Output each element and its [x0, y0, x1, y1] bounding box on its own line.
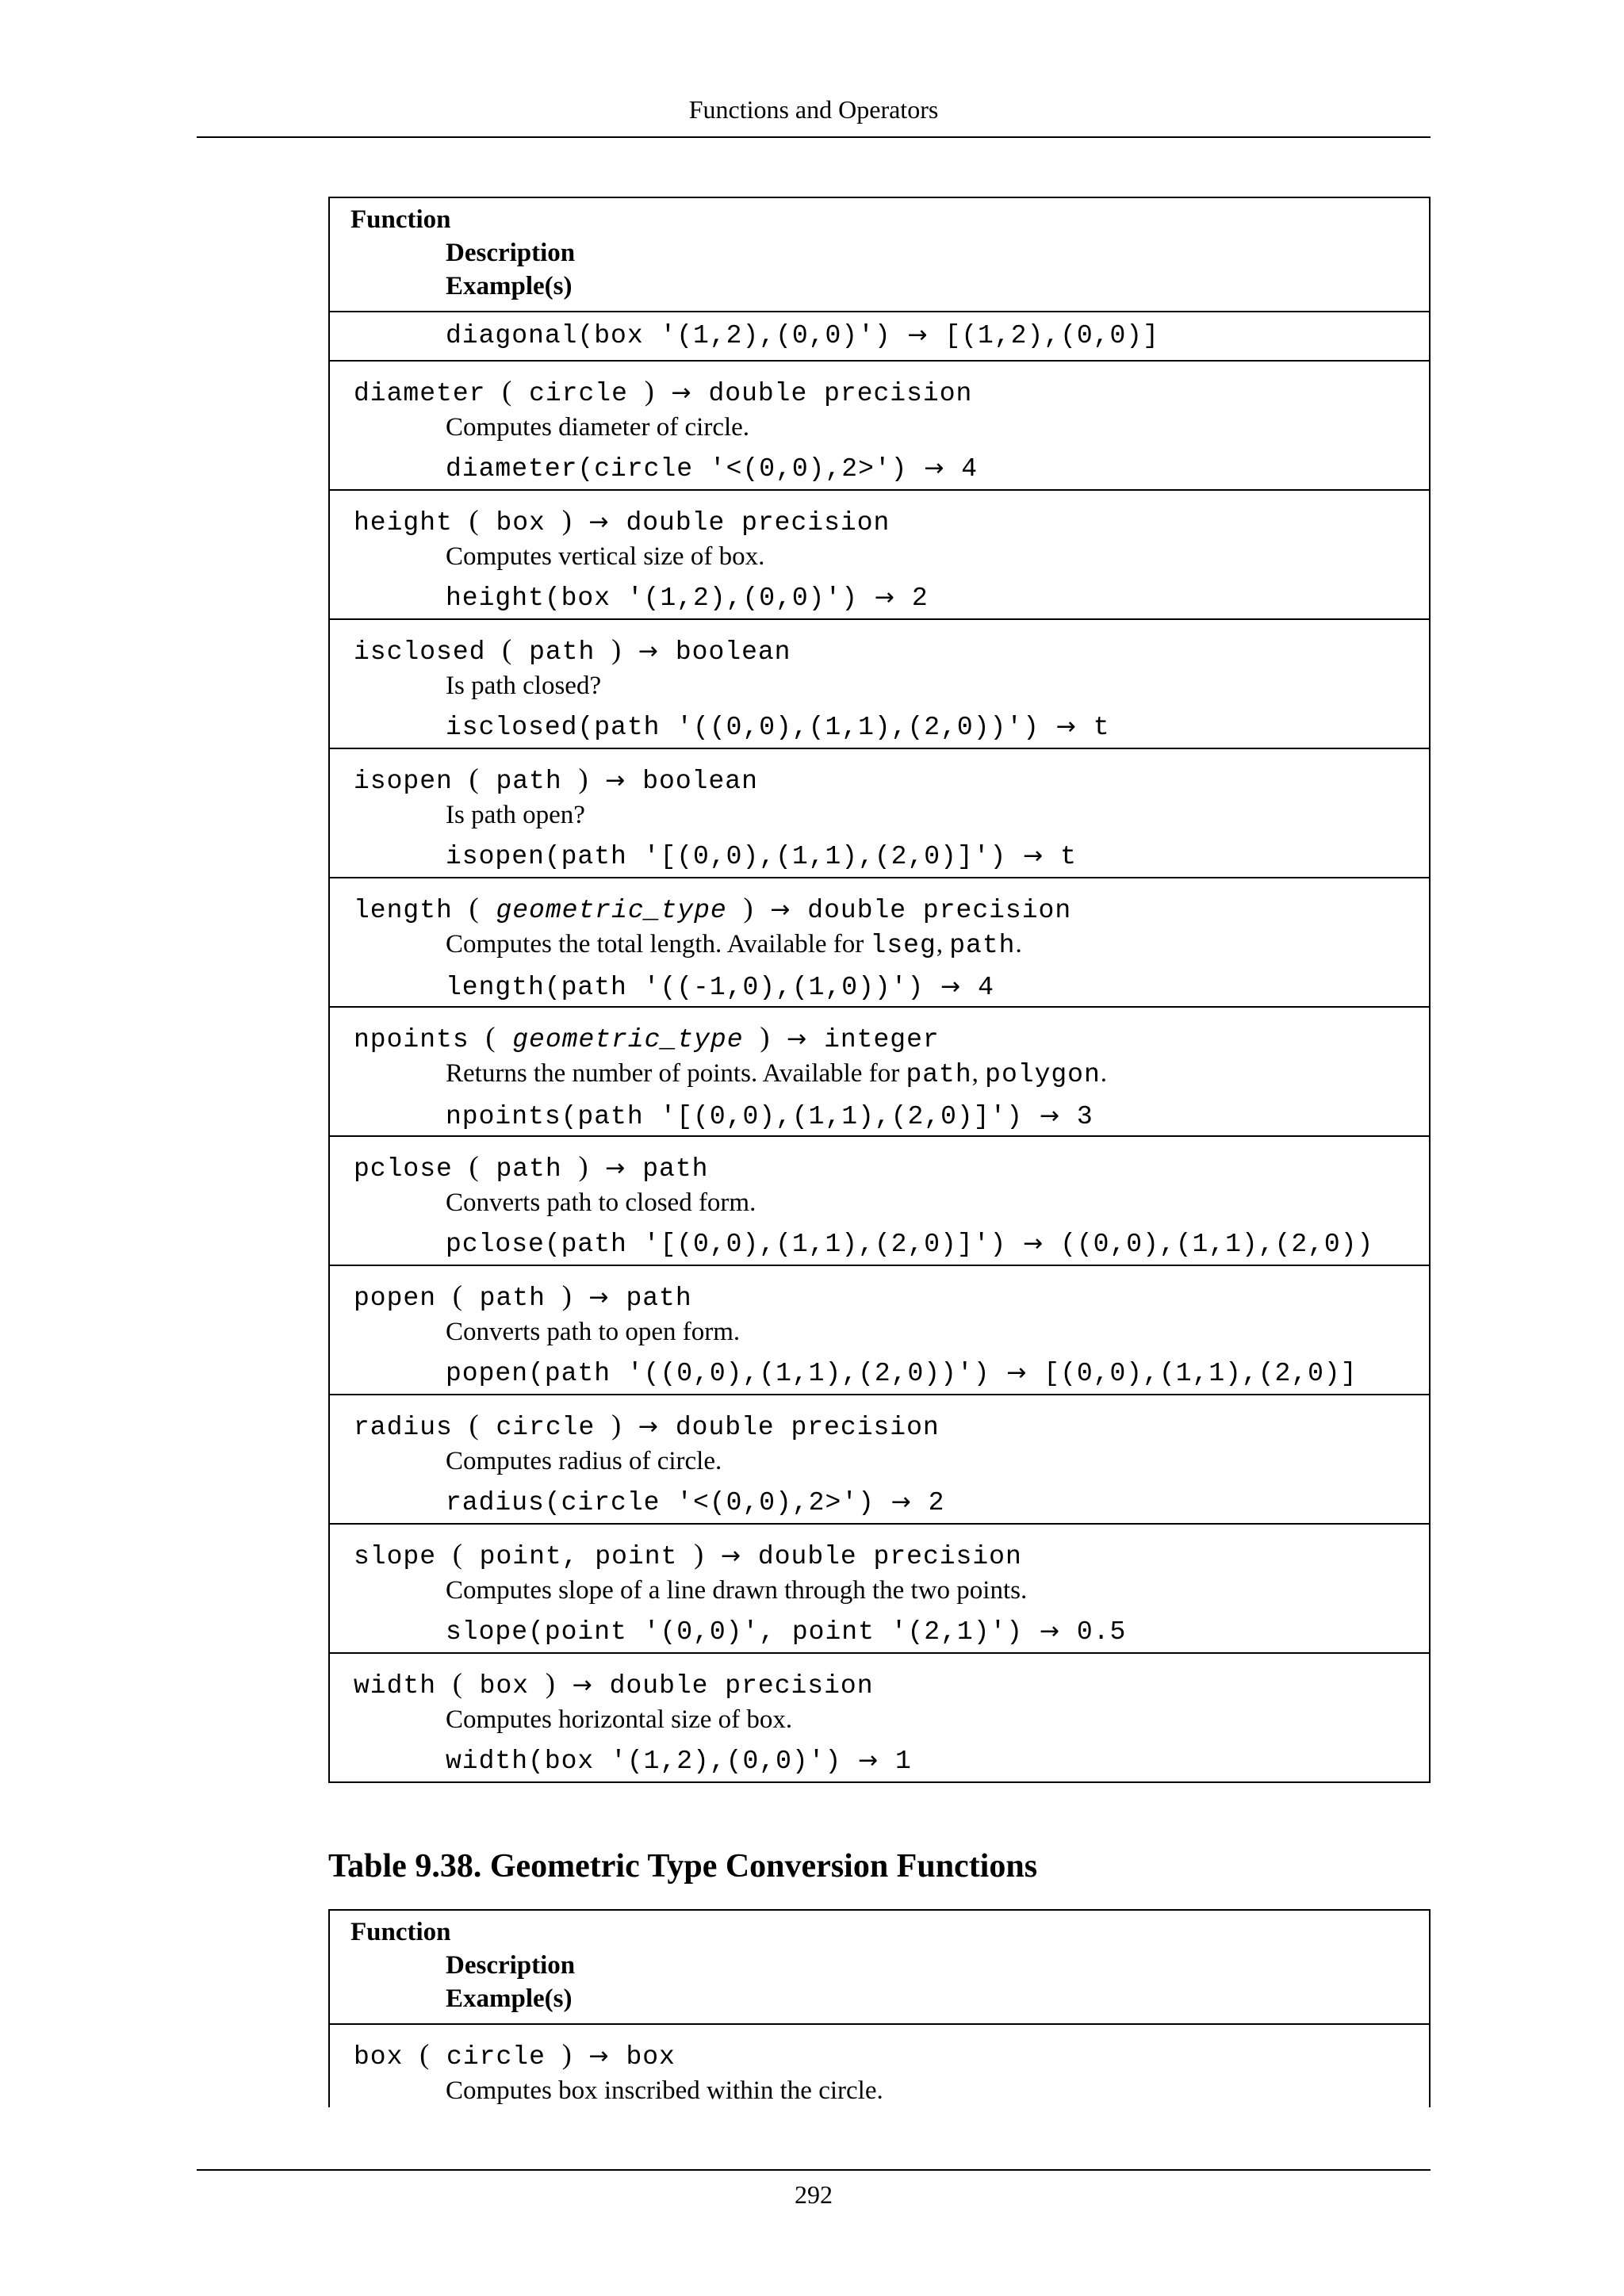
description: Returns the number of points. Available for path, polygon.	[446, 1059, 1108, 1089]
table-header-row	[329, 197, 1430, 312]
function-name: height	[354, 508, 453, 538]
example: isopen(path '[(0,0),(1,1),(2,0)]') → t	[446, 842, 1077, 871]
signature: length ( geometric_type ) → double precision	[354, 892, 1072, 925]
table-row	[329, 490, 1430, 619]
example: radius(circle '<(0,0),2>') → 2	[446, 1488, 945, 1517]
description: Is path open?	[446, 801, 585, 829]
table-row	[329, 1265, 1430, 1395]
table-row	[329, 619, 1430, 748]
description: Converts path to open form.	[446, 1318, 741, 1346]
description: Computes vertical size of box.	[446, 542, 765, 571]
example: npoints(path '[(0,0),(1,1),(2,0)]') → 3	[446, 1102, 1094, 1131]
example: slope(point '(0,0)', point '(2,1)') → 0.5	[446, 1617, 1127, 1647]
header-description: Description	[446, 239, 576, 267]
table-row	[329, 878, 1430, 1007]
table-caption: Table 9.38. Geometric Type Conversion Functions	[328, 1848, 1038, 1885]
header-function: Function	[350, 205, 451, 234]
table-row	[329, 312, 1430, 361]
description: Computes diameter of circle.	[446, 413, 750, 442]
description: Computes box inscribed within the circle.	[446, 2076, 883, 2105]
signature: radius ( circle ) → double precision	[354, 1409, 940, 1442]
function-name: diameter	[354, 379, 486, 408]
table-row	[329, 1395, 1430, 1524]
description: Computes the total length. Available for lseg, path.	[446, 930, 1022, 960]
table-row	[329, 1653, 1430, 1782]
description: Converts path to closed form.	[446, 1188, 756, 1217]
function-name: npoints	[354, 1025, 469, 1054]
function-name: box	[354, 2042, 404, 2072]
page-number: 292	[795, 2180, 833, 2209]
signature: box ( circle ) → box	[354, 2038, 676, 2072]
table-row	[329, 361, 1430, 490]
function-name: isopen	[354, 767, 453, 796]
table-header-row	[329, 1910, 1430, 2024]
signature: pclose ( path ) → path	[354, 1150, 709, 1184]
table-row	[329, 1524, 1430, 1653]
function-name: radius	[354, 1413, 453, 1442]
header-rule	[197, 136, 1431, 138]
example: length(path '((-1,0),(1,0))') → 4	[446, 973, 994, 1002]
geometric-functions-table	[328, 197, 1431, 1783]
description: Is path closed?	[446, 672, 602, 700]
example: diagonal(box '(1,2),(0,0)') → [(1,2),(0,0)]	[446, 321, 1159, 350]
example: isclosed(path '((0,0),(1,1),(2,0))') → t	[446, 713, 1110, 742]
signature: diameter ( circle ) → double precision	[354, 375, 973, 408]
function-name: isclosed	[354, 637, 486, 667]
signature: isopen ( path ) → boolean	[354, 763, 758, 796]
running-header: Functions and Operators	[688, 95, 939, 124]
table-row	[329, 1007, 1430, 1136]
signature: npoints ( geometric_type ) → integer	[354, 1021, 940, 1054]
description: Computes radius of circle.	[446, 1447, 722, 1475]
signature: popen ( path ) → path	[354, 1280, 692, 1313]
function-name: pclose	[354, 1154, 453, 1184]
table-row	[329, 1136, 1430, 1265]
header-function: Function	[350, 1918, 451, 1946]
signature: width ( box ) → double precision	[354, 1667, 874, 1701]
example: diameter(circle '<(0,0),2>') → 4	[446, 454, 979, 484]
signature: height ( box ) → double precision	[354, 504, 891, 538]
description: Computes slope of a line drawn through the two points.	[446, 1576, 1028, 1605]
signature: slope ( point, point ) → double precision	[354, 1538, 1022, 1571]
conversion-functions-table	[328, 1909, 1431, 2107]
example: pclose(path '[(0,0),(1,1),(2,0)]') → ((0,0),(1,1),(2,0))	[446, 1230, 1374, 1259]
header-description: Description	[446, 1951, 576, 1980]
table-row	[329, 748, 1430, 878]
example: width(box '(1,2),(0,0)') → 1	[446, 1747, 912, 1776]
table-row	[329, 2024, 1430, 2107]
signature: isclosed ( path ) → boolean	[354, 633, 791, 667]
example: popen(path '((0,0),(1,1),(2,0))') → [(0,0),(1,1),(2,0)]	[446, 1359, 1358, 1388]
example: height(box '(1,2),(0,0)') → 2	[446, 584, 929, 613]
function-name: length	[354, 896, 453, 925]
description: Computes horizontal size of box.	[446, 1705, 793, 1734]
header-examples: Example(s)	[446, 1984, 573, 2013]
function-name: popen	[354, 1284, 437, 1313]
function-name: width	[354, 1671, 437, 1701]
header-examples: Example(s)	[446, 272, 573, 300]
function-name: slope	[354, 1542, 437, 1571]
